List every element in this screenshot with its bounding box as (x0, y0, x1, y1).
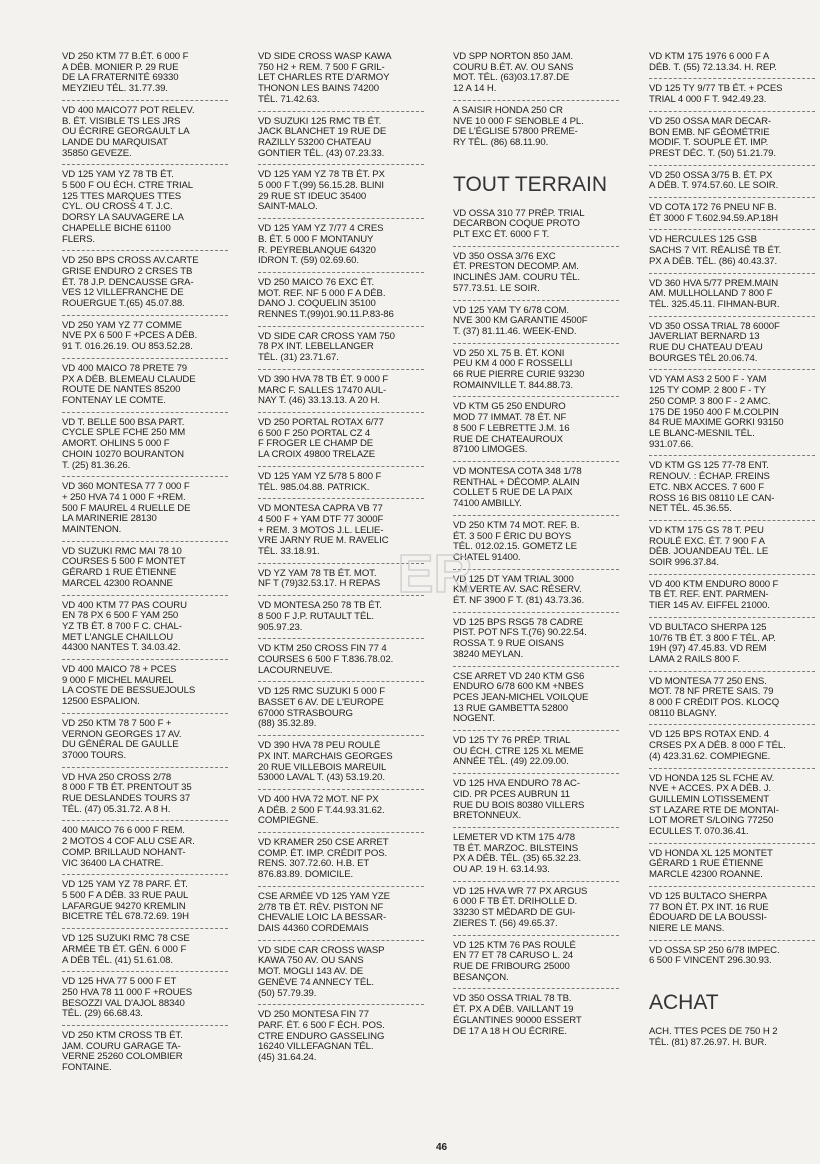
section-heading: ACHAT (649, 991, 719, 1015)
page-number: 46 (436, 1142, 448, 1153)
classified-ad: VD 350 OSSA TRIAL 78 TB. ÉT. PX A DÉB. VAILLANT 19 ÉGLANTINES 90000 ESSERT DE 17 A 18 H OU ÉCRIRE. (453, 993, 582, 1037)
classified-ad: VD 400 HVA 72 MOT. NF PX A DÉB. 2 500 F T.44.93.31.62. COMPIEGNE. (258, 793, 385, 827)
classified-ad: VD 250 OSSA MAR DECAR- BON EMB. NF GÉOMÉTRIE MODIF. T. SOUPLE ÉT. IMP. PREST DÉC. T. (50) 51.21.79. (649, 115, 776, 159)
classified-ad: VD 400 KTM 77 PAS COURU EN 78 PX 6 500 F YAM 250 YZ TB ÉT. 8 700 F C. CHAL- MET L'ANGLE CHAILLOU 44300 NANTES T. 34.03.42. (62, 599, 187, 654)
ad-separator (62, 971, 228, 972)
classified-ad: VD 125 YAM YZ 5/78 5 800 F TÉL. 985.04.88. PATRICK. (258, 470, 382, 493)
classified-ad: VD 125 BPS RSG5 78 CADRE PIST. POT NFS T.(76) 90.22.54. ROSSA T. 9 RUE OISANS 38240 MEYLAN. (453, 616, 587, 660)
classified-ad: VD 400 MAICO 78 + PCES 9 000 F MICHEL MAUREL LA COSTE DE BESSUEJOULS 12500 ESPALION. (62, 664, 196, 708)
classified-ad: VD MONTESA COTA 348 1/78 RENTHAL + DÉCOMP. ALAIN COLLET 5 RUE DE LA PAIX 74100 AMBILLY. (453, 465, 582, 510)
ad-separator (258, 369, 424, 370)
classified-ad: CSE ARMÉE VD 125 YAM YZE 2/78 TB ÉT. RÉV. PISTON NF CHEVALIE LOIC LA BESSAR- DAIS 44360 CORDEMAIS (258, 890, 390, 934)
classified-ad: VD COTA 172 76 PNEU NF B. ÉT 3000 F T.602.94.59.AP.18H (649, 202, 778, 224)
ad-separator (453, 246, 619, 247)
classified-ad: VD 250 KTM 78 7 500 F + VERNON GEORGES 17 AV. DU GÉNÉRAL DE GAULLE 37000 TOURS. (62, 717, 182, 761)
ad-separator (62, 874, 228, 875)
ad-separator (258, 111, 424, 112)
ad-separator (649, 229, 815, 230)
classified-ad: CSE ARRET VD 240 KTM GS6 ENDURO 6/78 600 KM +NBES PCES JEAN-MICHEL VOILQUE 13 RUE GAMBETTA 52800 NOGENT. (453, 670, 589, 725)
ad-separator (62, 476, 228, 477)
classified-ad: VD SIDE CROSS WASP KAWA 750 H2 + REM. 7 500 F GRIL- LET CHARLES RTE D'ARMOY THONON LES BAINS 74200 TÉL. 71.42.63. (258, 51, 392, 105)
ad-separator (258, 832, 424, 833)
ad-separator (453, 773, 619, 774)
ad-separator (453, 881, 619, 882)
classified-ad: VD 125 SUZUKI RMC 78 CSE ARMÉE TB ÉT. GÉN. 6 000 F A DÉB TÉL. (41) 51.61.08. (62, 933, 190, 966)
classified-ad: VD 250 XL 75 B. ÉT. KONI PEU KM 4 000 F ROSSELLI 66 RUE PIERRE CURIE 93230 ROMAINVILLE T. 844.88.73. (453, 347, 585, 391)
classifieds-column-4 (649, 52, 815, 1054)
classified-ad: VD 390 HVA 78 PEU ROULÉ PX INT. MARCHAIS GEORGES 20 RUE VILLEBOIS MAREUIL 53000 LAVAL T. (43) 53.19.20. (258, 740, 393, 784)
ad-separator (258, 789, 424, 790)
ad-separator (258, 164, 424, 165)
ad-separator (62, 412, 228, 413)
ad-separator (649, 768, 815, 769)
classified-ad: VD KTM 175 1976 6 000 F A DÉB. T. (55) 72.13.34. H. REP. (649, 51, 777, 73)
ad-separator (62, 541, 228, 542)
classified-ad: VD HONDA 125 SL FCHE AV. NVE + ACCES. PX A DÉB. J. GUILLEMIN LOTISSEMENT ST LAZARE RTE DE MONTAI- LOT MORET S/LOING 77250 ECULLES T. 070.36.41. (649, 772, 779, 838)
ad-separator (258, 886, 424, 887)
classified-ad: VD 350 OSSA 3/76 EXC ÉT. PRESTON DECOMP. AM. INCLINÉS JAM. COURU TÉL. 577.73.51. LE SOIR. (453, 250, 580, 294)
classified-ad: VD YAM AS3 2 500 F - YAM 125 TY COMP. 2 800 F - TY 250 COMP. 3 800 F - 2 AMC. 175 DE 1950 400 F M.COLPIN 84 RUE MAXIME GORKI 93150 LE BLANC-MESNIL TÉL. 931.07.66. (649, 374, 784, 450)
classified-ad: VD SPP NORTON 850 JAM. COURU B.ÉT. AV. OU SANS MOT. TÉL. (63)03.17.87.DE 12 A 14 H. (453, 51, 574, 95)
ad-separator (453, 827, 619, 828)
ad-separator (649, 940, 815, 941)
classified-ad: 400 MAICO 76 6 000 F REM. 2 MOTOS 4 COF ALU CSE AR. COMP. BRILLAUD NOHANT- VIC 36400 LA CHATRE. (62, 825, 195, 869)
ad-separator (453, 100, 619, 101)
ad-separator (258, 498, 424, 499)
ad-separator (62, 164, 228, 165)
ad-separator (62, 100, 228, 101)
classified-ad: VD 125 TY 76 PRÉP. TRIAL OU ÉCH. CTRE 125 XL MEME ANNÉE TÉL. (49) 22.09.00. (453, 735, 584, 768)
classified-ad: LEMETER VD KTM 175 4/78 TB ÉT. MARZOC. BILSTEINS PX A DÉB. TÉL. (35) 65.32.23. OU AP. 19 H. 63.14.93. (453, 831, 582, 876)
classifieds-column-2 (258, 52, 424, 1069)
classified-ad: VD 125 RMC SUZUKI 5 000 F BASSET 6 AV. DE L'EUROPE 67000 STRASBOURG (88) 35.32.89. (258, 686, 386, 730)
classified-ad: VD 125 YAM YZ 7/77 4 CRES B. ÉT. 5 000 F MONTANUY R. PEYREBLANQUE 64320 IDRON T. (59) 02.69.60. (258, 223, 384, 267)
classified-ad: VD SIDE CAR CROSS YAM 750 78 PX INT. LEBELLANGER TÉL. (31) 23.71.67. (258, 330, 395, 364)
ad-separator (258, 1004, 424, 1005)
ad-separator (649, 273, 815, 274)
ad-separator (649, 843, 815, 844)
classified-ad: ACH. TTES PCES DE 750 H 2 TÉL. (81) 87.26.97. H. BUR. (649, 1026, 778, 1048)
classified-ad: VD BULTACO SHERPA 125 10/76 TB ÉT. 3 800 F TÉL. AP. 19H (97) 47.45.83. VD REM LAMA 2 RAILS 800 F. (649, 621, 776, 665)
ad-separator (62, 713, 228, 714)
classified-ad: VD 125 HVA WR 77 PX ARGUS 6 000 F TB ÉT. DRIHOLLE D. 33230 ST MÉDARD DE GUI- ZIERES T. (56) 49.65.37. (453, 885, 588, 929)
ad-separator (649, 369, 815, 370)
ad-separator (649, 197, 815, 198)
classified-ad: VD 125 BPS ROTAX END. 4 CRSES PX A DÉB. 8 000 F TÉL. (4) 423.31.62. COMPIEGNE. (649, 729, 786, 762)
ad-separator (453, 515, 619, 516)
classified-ad: VD 400 MAICO 78 PRETE 79 PX A DÉB. BLEMEAU CLAUDE ROUTE DE NANTES 85200 FONTENAY LE COMTE. (62, 362, 196, 406)
classified-ad: VD 125 YAM YZ 78 TB ÉT. 5 500 F OU ÉCH. CTRE TRIAL 125 TTES MARQUES TTES CYL. OU CROSS 4 T. J.C. DORSY LA SAUVAGERE LA CHAPELLE BICHE 61100 FLERS. (62, 169, 194, 245)
classified-ad: VD 250 YAM YZ 77 COMME NVE PX 6 500 F +PCES A DÉB. 91 T. 016.26.19. OU 853.52.28. (62, 319, 198, 353)
classified-ad: VD 125 TY 9/77 TB ÉT. + PCES TRIAL 4 000 F T. 942.49.23. (649, 83, 783, 106)
classified-ad: VD 125 HVA ENDURO 78 AC- CID. PR PCES AUBRUN 11 RUE DU BOIS 80380 VILLERS BRETONNEUX. (453, 778, 585, 822)
classified-ad: VD 400 MAICO77 POT RELEV. B. ÉT. VISIBLE TS LES JRS OU ÉCRIRE GEORGAULT LA LANDE DU MARQUISAT 35850 GEVEZE. (62, 104, 195, 159)
ad-separator (649, 574, 815, 575)
ad-separator (453, 461, 619, 462)
ad-separator (62, 1025, 228, 1026)
classified-ad: VD HERCULES 125 GSB SACHS 7 VIT. RÉALISÉ TB ÉT. PX A DÉB. TÉL. (86) 40.43.37. (649, 234, 782, 267)
ad-separator (453, 569, 619, 570)
ad-separator (62, 928, 228, 929)
ad-separator (258, 595, 424, 596)
ad-separator (62, 358, 228, 359)
ad-separator (649, 617, 815, 618)
ad-separator (649, 520, 815, 521)
section-heading: TOUT TERRAIN (453, 172, 608, 196)
ad-separator (453, 343, 619, 344)
classified-ad: VD HVA 250 CROSS 2/78 8 000 F TB ÉT. PRENTOUT 35 RUE DESLANDES TOURS 37 TÉL. (47) 05.31.72. A 8 H. (62, 771, 192, 815)
ad-separator (258, 563, 424, 564)
classified-ad: VD MONTESA 77 250 ENS. MOT. 78 NF PRETE SAIS. 79 8 000 F CRÉDIT POS. KLOCQ 08110 BLAGNY. (649, 675, 780, 719)
classified-ad: VD KTM 250 CROSS FIN 77 4 COURSES 6 500 F T.836.78.02. LACOURNEUVE. (258, 643, 394, 676)
ad-separator (62, 250, 228, 251)
classified-ad: VD 400 KTM ENDURO 8000 F TB ÉT. REF. ENT. PARMEN- TIER 145 AV. EIFFEL 21000. (649, 578, 779, 612)
ad-separator (453, 612, 619, 613)
classified-ad: VD 125 YAM TY 6/78 COM. NVE 300 KM GARANTIE 4500F T. (37) 81.11.46. WEEK-END. (453, 304, 588, 337)
ad-separator (62, 595, 228, 596)
classified-ad: VD KTM GS 125 77-78 ENT. RENOUV. : ÉCHAP. FREINS ETC. NBX ACCES. 7 600 F ROSS 16 BIS 08110 LE CAN- NET TÉL. 45.36.55. (649, 460, 775, 515)
ad-separator (649, 724, 815, 725)
classified-ad: VD 250 KTM 77 B.ÉT. 6 000 F A DÉB. MONIER P. 29 RUE DE LA FRATERNITÉ 69330 MEYZIEU TÉL. 31.77.39. (62, 51, 189, 95)
ad-separator (649, 886, 815, 887)
ad-separator (62, 315, 228, 316)
ad-separator (258, 218, 424, 219)
ad-separator (258, 735, 424, 736)
classified-ad: VD 390 HVA 78 TB ÉT. 9 000 F MARC F. SALLES 17470 AUL- NAY T. (46) 33.13.13. A 20 H. (258, 373, 389, 407)
classified-ad: VD 350 OSSA TRIAL 78 6000F JAVERLIAT BERNARD 13 RUE DU CHATEAU D'EAU BOURGES TÉL 20.06.74. (649, 320, 780, 364)
classified-ad: VD KTM 175 GS 78 T. PEU ROULÉ EXC. ÉT. 7 900 F A DÉB. JOUANDEAU TÉL. LE SOIR 996.37.84. (649, 524, 769, 569)
ad-separator (62, 820, 228, 821)
classified-ad: VD 250 MONTESA FIN 77 PARF. ÉT. 6 500 F ÉCH. POS. CTRE ENDURO GASSELING 16240 VILLEFAGNAN TÉL. (45) 31.64.24. (258, 1009, 385, 1064)
classified-ad: VD KTM G5 250 ENDURO MOD 77 IMMAT. 78 ÉT. NF 8 500 F LEBRETTE J.M. 16 RUE DE CHATEAUROUX 87100 LIMOGES. (453, 401, 570, 456)
classified-ad: VD SUZUKI RMC MAI 78 10 COURSES 5 500 F MONTET GÉRARD 1 RUE ÉTIENNE MARCEL 42300 ROANNE (62, 545, 186, 589)
classified-ad: VD OSSA SP 250 6/78 IMPEC. 6 500 F VINCENT 296.30.93. (649, 944, 780, 967)
watermark-text: ER (397, 544, 473, 604)
classified-ad: VD 125 HVA 77 5 000 F ET 250 HVA 78 11 000 F +ROUES BESOZZI VAL D'AJOL 88340 TÉL. (29) 66.68.43. (62, 976, 193, 1020)
classifieds-column-1 (62, 52, 228, 1079)
ad-separator (649, 165, 815, 166)
ad-separator (453, 396, 619, 397)
ad-separator (453, 935, 619, 936)
classified-ad: VD T. BELLE 500 BSA PART. CYCLE SPLE FCHE 250 MM AMORT. OHLINS 5 000 F CHOIN 10270 BOURANTON T. (25) 81.36.26. (62, 416, 186, 471)
classified-ad: VD 125 YAM YZ 78 PARF. ÉT. 5 500 F A DÉB. 33 RUE PAUL LAFARGUE 94270 KREMLIN BICETRE TÉL 678.72.69. 19H (62, 879, 189, 923)
classified-ad: VD 250 OSSA 3/75 B. ÉT. PX A DÉB. T. 974.57.60. LE SOIR. (649, 169, 779, 192)
classified-ad: VD SIDE CAR CROSS WASP KAWA 750 AV. OU SANS MOT. MOGLI 143 AV. DE GENÈVE 74 ANNECY TÉL. (50) 57.79.39. (258, 944, 385, 999)
ad-separator (453, 666, 619, 667)
ad-separator (453, 730, 619, 731)
classified-ad: VD MONTESA 250 78 TB ÉT. 8 500 F J.P. RUTAULT TÉL. 905.97.23. (258, 600, 382, 633)
classified-ad: VD MONTESA CAPRA VB 77 4 500 F + YAM DTF 77 3000F + REM. 3 MOTOS J.L. LELIE- VRE JARNY RUE M. RAVELIC TÉL. 33.18.91. (258, 503, 389, 558)
classified-ad: VD 250 PORTAL ROTAX 6/77 6 500 F 250 PORTAL CZ 4 F FROGER LE CHAMP DE LA CROIX 49800 TRELAZE (258, 416, 384, 461)
ad-separator (62, 767, 228, 768)
classified-ad: VD 250 BPS CROSS AV.CARTE GRISE ENDURO 2 CRSES TB ÉT. 78 J.P. DENCAUSSE GRA- VES 12 VILLEFRANCHE DE ROUERGUE T.(65) 45.07.88. (62, 255, 199, 310)
classified-ad: VD 250 KTM 74 MOT. REF. B. ÉT. 3 500 F ÉRIC DU BOYS TÉL. 012.02.15. GOMETZ LE CHATEL 91400. (453, 519, 580, 563)
classified-ad: VD 360 MONTESA 77 7 000 F + 250 HVA 74 1 000 F +REM. 500 F MAUREL 4 RUELLE DE LA MARINERIE 28130 MAINTENON. (62, 481, 191, 536)
classified-ad: VD 125 DT YAM TRIAL 3000 KM VERTE AV. SAC RÉSERV. ÉT. NF 3900 F T. (81) 43.73.36. (453, 573, 585, 607)
ad-separator (649, 78, 815, 79)
classified-ad: VD 250 KTM CROSS TB ÉT. JAM. COURU GARAGE TA- VERNE 25260 COLOMBIER FONTAINE. (62, 1030, 183, 1074)
classified-ad: VD 125 KTM 76 PAS ROULÉ EN 77 ET 78 CARUSO L. 24 RUE DE FRIBOURG 25000 BESANÇON. (453, 939, 576, 983)
classified-ad: VD SUZUKI 125 RMC TB ÉT. JACK BLANCHET 19 RUE DE RAZILLY 53200 CHATEAU GONTIER TÉL. (43) 07.23.33. (258, 115, 387, 159)
classified-ad: VD 125 BULTACO SHERPA 77 BON ÉT. PX INT. 16 RUE ÉDOUARD DE LA BOUSSI- NIERE LE MANS. (649, 890, 769, 934)
ad-separator (62, 659, 228, 660)
classified-ad: VD YZ YAM 78 TB ÉT. MOT. NF T (79)32.53.17. H REPAS (258, 567, 381, 590)
classified-ad: VD HONDA XL 125 MONTET GÉRARD 1 RUE ÉTIENNE MARCLE 42300 ROANNE. (649, 847, 773, 881)
ad-separator (649, 455, 815, 456)
ad-separator (258, 326, 424, 327)
ad-separator (453, 988, 619, 989)
ad-separator (258, 940, 424, 941)
ad-separator (453, 300, 619, 301)
ad-separator (258, 412, 424, 413)
classified-ad: A SAISIR HONDA 250 CR NVE 10 000 F SENOBLE 4 PL. DE L'ÉGLISE 57800 PREME- RY TÉL. (86) 68.11.90. (453, 104, 584, 148)
classified-ad: VD 360 HVA 5/77 PREM.MAIN AM. MULLHOLLAND 7 800 F TÉL. 325.45.11. FIHMAN-BUR. (649, 277, 780, 310)
classified-ad: VD 250 MAICO 76 EXC ÉT. MOT. REF. NF 5 000 F A DÉB. DANO J. COQUELIN 35100 RENNES T.(99)01.90.11.P.83-86 (258, 276, 394, 321)
ad-separator (649, 316, 815, 317)
classified-ad: VD OSSA 310 77 PRÉP. TRIAL DECARBON COQUE PROTO PLT EXC ÉT. 6000 F T. (453, 207, 585, 241)
classified-ad: VD 125 YAM YZ 78 TB ÉT. PX 5 000 F T.(99) 56.15.28. BLINI 29 RUE ST IDEUC 35400 SAINT-MALO. (258, 169, 385, 213)
ad-separator (258, 638, 424, 639)
ad-separator (649, 111, 815, 112)
classifieds-column-3 (453, 52, 619, 1042)
classified-ad: VD KRAMER 250 CSE ARRET COMP. ÉT. IMP. CRÉDIT POS. RENS. 307.72.60. H.B. ET 876.83.89. DOMICILE. (258, 837, 389, 881)
ad-separator (258, 681, 424, 682)
ad-separator (258, 466, 424, 467)
ad-separator (649, 671, 815, 672)
ad-separator (258, 272, 424, 273)
